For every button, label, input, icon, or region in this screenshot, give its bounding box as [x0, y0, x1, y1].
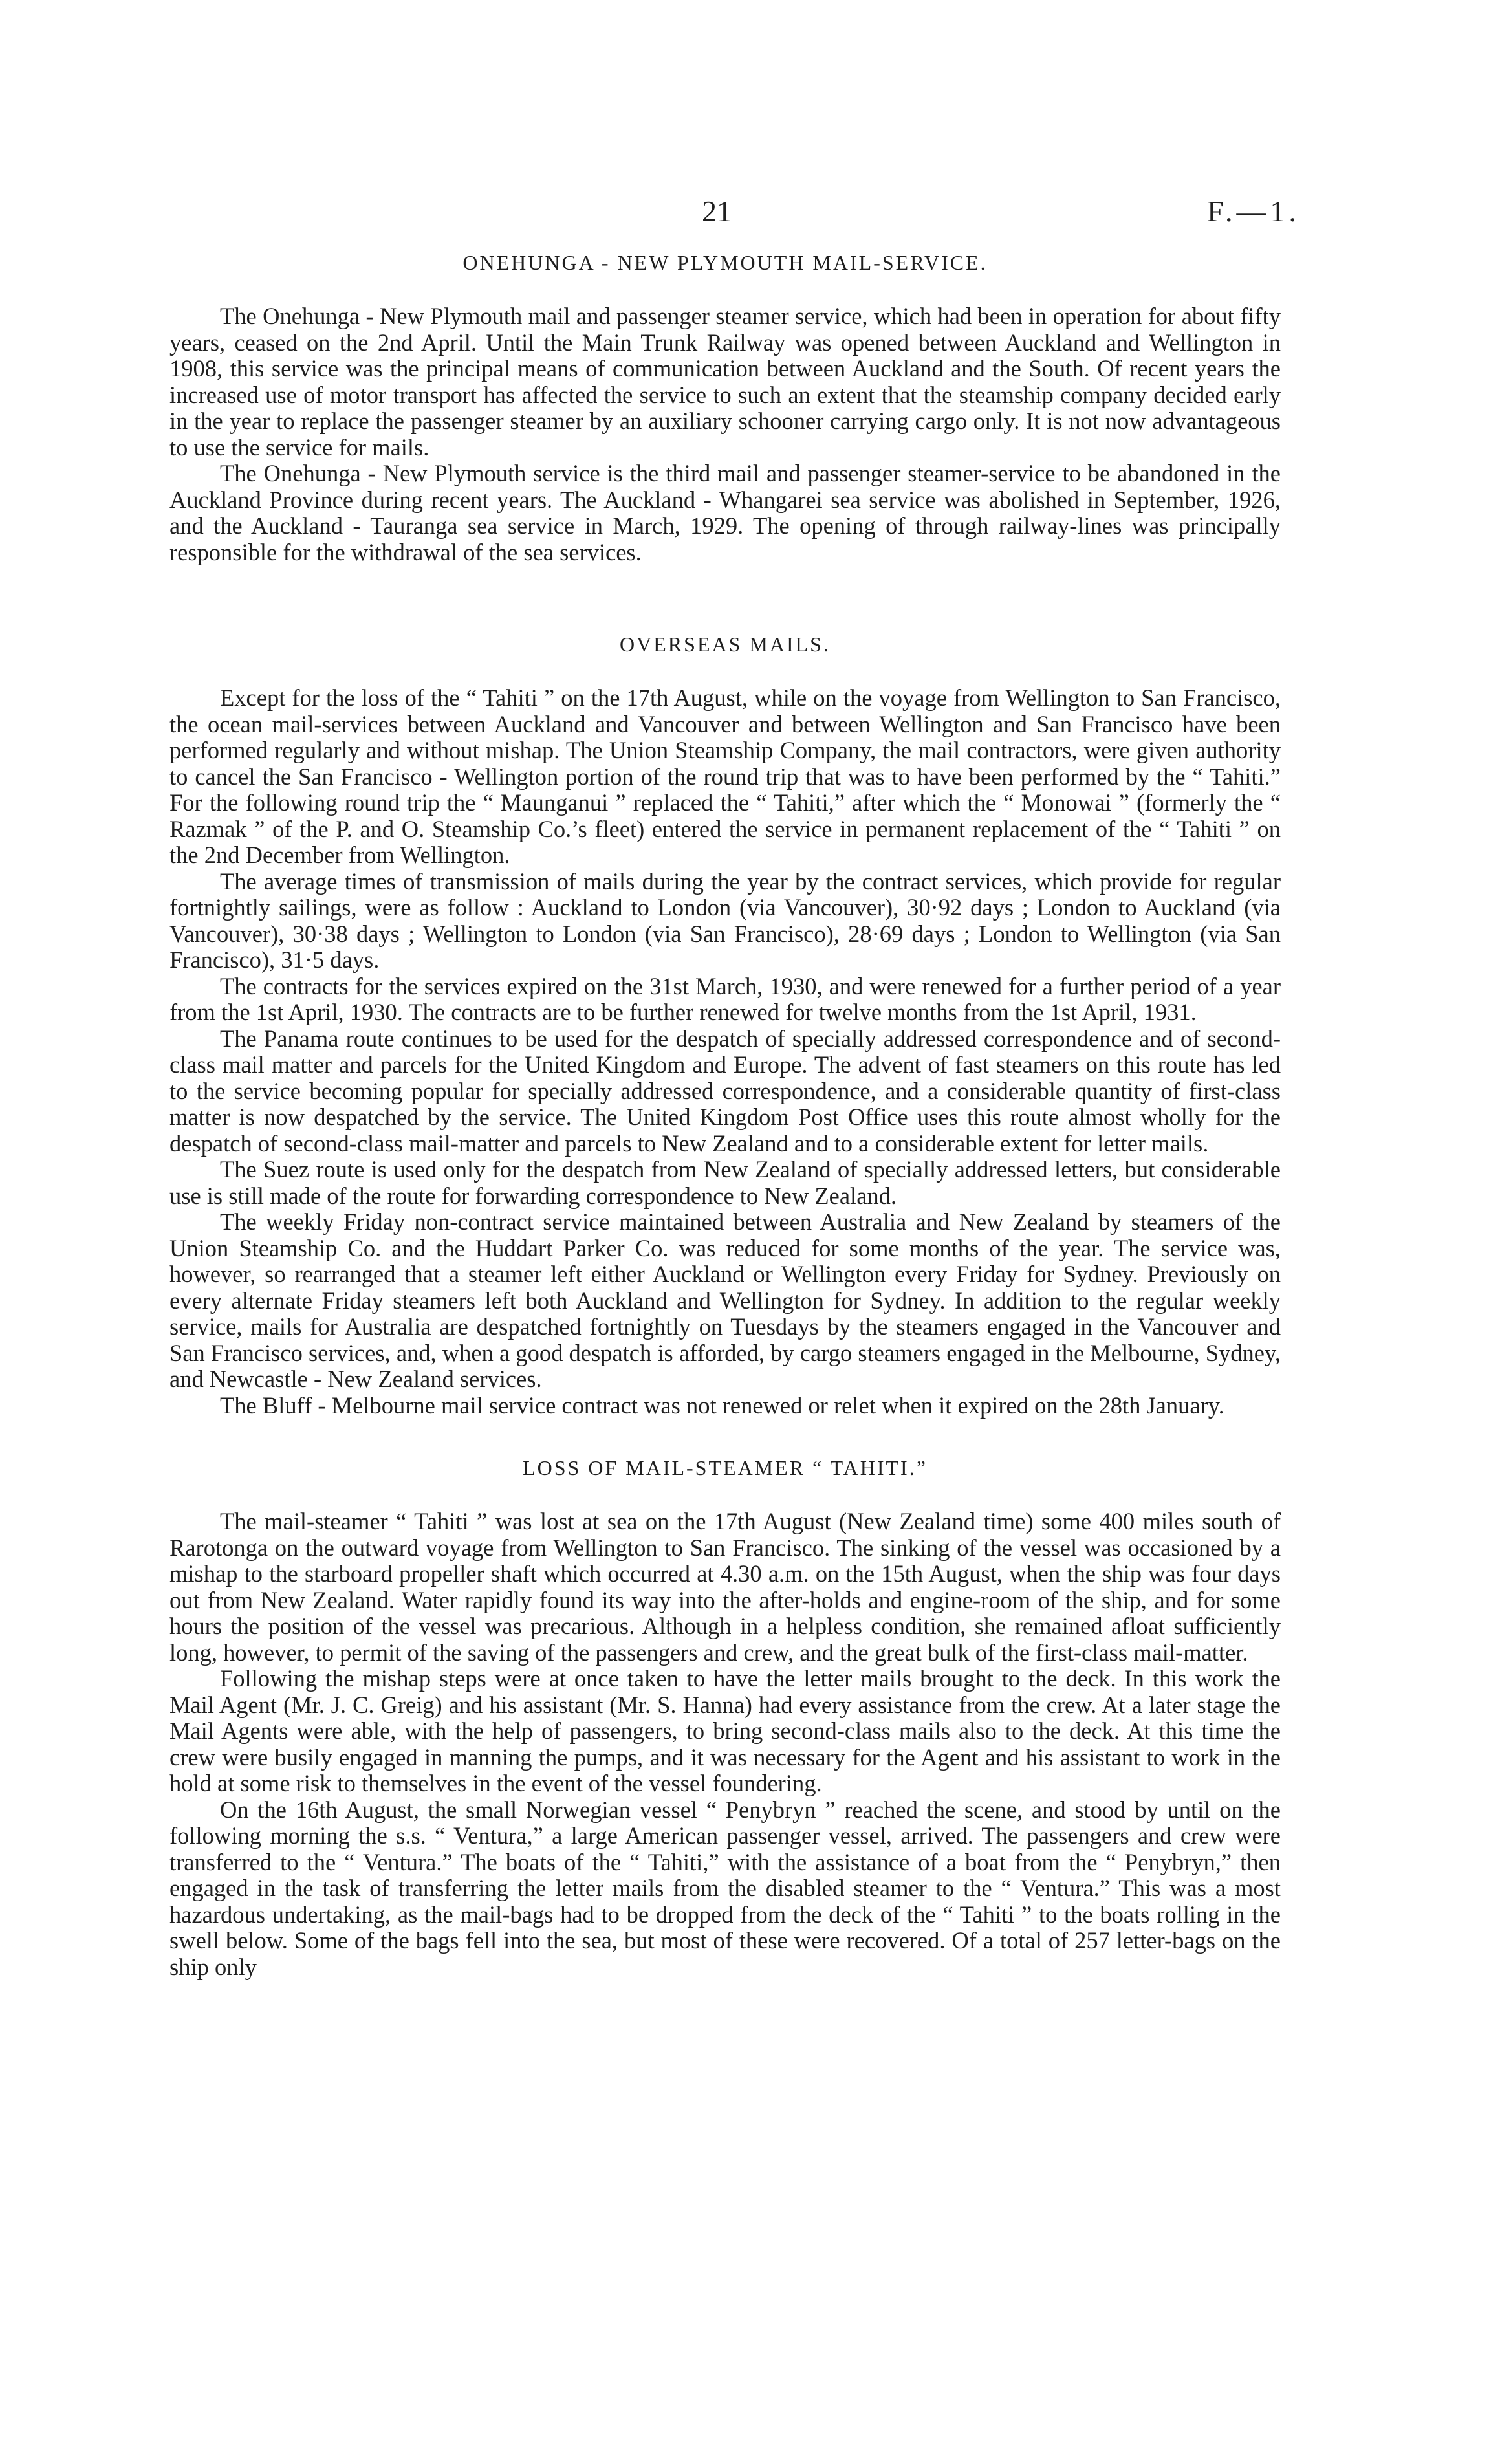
paragraph: The mail-steamer “ Tahiti ” was lost at sea on the 17th August (New Zealand time) some 400 miles south of Rarotonga on the outward voyage from Wellington to San Francisco. The sinking of the vessel was occasioned by a mishap to the starboard propeller shaft which occurred at 4.30 a.m. on the 15th August, when the ship was four days out from New Zealand. Water rapidly found its way into the after-holds and engine-room of the ship, and for some hours the position of the vessel was precarious. Although in a helpless condition, she remained afloat sufficiently long, however, to permit of the saving of the passengers and crew, and the great bulk of the first-class mail-matter.	[169, 1508, 1281, 1666]
paragraph: The Bluff - Melbourne mail service contract was not renewed or relet when it expired on the 28th January.	[220, 1391, 1224, 1419]
paragraph: On the 16th August, the small Norwegian vessel “ Penybryn ” reached the scene, and stood by until on the following morning the s.s. “ Ventura,” a large American passenger vessel, arrived. The passengers and crew were transferred to the “ Ventura.” The boats of the “ Tahiti,” with the assistance of a boat from the “ Penybryn,” then engaged in the task of transferring the letter mails from the disabled steamer to the “ Ventura.” This was a most hazardous undertaking, as the mail-bags had to be dropped from the deck of the “ Tahiti ” to the boats rolling in the swell below. Some of the bags fell into the sea, but most of these were recovered. Of a total of 257 letter-bags on the ship only	[169, 1796, 1281, 1980]
section-heading-onehunga: ONEHUNGA - NEW PLYMOUTH MAIL-SERVICE.	[462, 251, 988, 274]
paragraph: Following the mishap steps were at once taken to have the letter mails brought to the deck. In this work the Mail Agent (Mr. J. C. Greig) and his assistant (Mr. S. Hanna) had every assistance from the crew. At a later stage the Mail Agents were able, with the help of passengers, to bring second-class mails also to the deck. At this time the crew were busily engaged in manning the pumps, and it was necessary for the Agent and his assistant to work in the hold at some risk to themselves in the event of the vessel foundering.	[169, 1665, 1281, 1796]
paragraph: The Panama route continues to be used for the despatch of specially addressed correspondence and of second-class mail matter and parcels for the United Kingdom and Europe. The advent of fast steamers on this route has led to the service becoming popular for specially addressed correspondence, and a considerable quantity of first-class matter is now despatched by the service. The United Kingdom Post Office uses this route almost wholly for the despatch of second-class mail-matter and parcels to New Zealand and to a considerable extent for letter mails.	[169, 1025, 1281, 1157]
paragraph: The average times of transmission of mails during the year by the contract services, which provide for regular fortnightly sailings, were as follow : Auckland to London (via Vancouver), 30·92 days ; London to Auckland (via Vancouver), 30·38 days ; Wellington to London (via San Francisco), 28·69 days ; London to Wellington (via San Francisco), 31·5 days.	[169, 867, 1281, 973]
paragraph: The contracts for the services expired on the 31st March, 1930, and were renewed for a further period of a year from the 1st April, 1930. The contracts are to be further renewed for twelve months from the 1st April, 1931.	[169, 972, 1281, 1025]
paragraph: The Onehunga - New Plymouth mail and passenger steamer service, which had been in operation for about fifty years, ceased on the 2nd April. Until the Main Trunk Railway was opened between Auckland and Wellington in 1908, this service was the principal means of communication between Auckland and the South. Of recent years the increased use of motor transport has affected the service to such an extent that the steamship company decided early in the year to replace the passenger steamer by an auxiliary schooner carrying cargo only. It is not now advantageous to use the service for mails.	[169, 303, 1281, 461]
document-reference: F.—1.	[1207, 195, 1300, 228]
page-content	[169, 251, 1281, 1980]
page-header	[0, 194, 1511, 233]
section-heading-loss-of-tahiti: LOSS OF MAIL-STEAMER “ TAHITI.”	[523, 1456, 928, 1479]
page-number: 21	[702, 195, 732, 228]
paragraph: The Onehunga - New Plymouth service is the third mail and passenger steamer-service to be abandoned in the Auckland Province during recent years. The Auckland - Whangarei sea service was abolished in September, 1926, and the Auckland - Tauranga sea service in March, 1929. The opening of through railway-lines was principally responsible for the withdrawal of the sea services.	[169, 460, 1281, 565]
section-heading-overseas-mails: OVERSEAS MAILS.	[620, 633, 831, 656]
paragraph: The weekly Friday non-contract service maintained between Australia and New Zealand by steamers of the Union Steamship Co. and the Huddart Parker Co. was reduced for some months of the year. The service was, however, so rearranged that a steamer left either Auckland or Wellington every Friday for Sydney. Previously on every alternate Friday steamers left both Auckland and Wellington for Sydney. In addition to the regular weekly service, mails for Australia are despatched fortnightly on Tuesdays by the steamers engaged in the Vancouver and San Francisco services, and, when a good despatch is afforded, by cargo steamers engaged in the Melbourne, Sydney, and Newcastle - New Zealand services.	[169, 1208, 1281, 1392]
paragraph: Except for the loss of the “ Tahiti ” on the 17th August, while on the voyage from Wellington to San Francisco, the ocean mail-services between Auckland and Vancouver and between Wellington and San Francisco have been performed regularly and without mishap. The Union Steamship Company, the mail contractors, were given authority to cancel the San Francisco - Wellington portion of the round trip that was to have been performed by the “ Tahiti.” For the following round trip the “ Maunganui ” replaced the “ Tahiti,” after which the “ Monowai ” (formerly the “ Razmak ” of the P. and O. Steamship Co.’s fleet) entered the service in permanent replacement of the “ Tahiti ” on the 2nd December from Wellington.	[169, 684, 1281, 868]
paragraph: The Suez route is used only for the despatch from New Zealand of specially addressed letters, but considerable use is still made of the route for forwarding correspondence to New Zealand.	[169, 1156, 1281, 1209]
